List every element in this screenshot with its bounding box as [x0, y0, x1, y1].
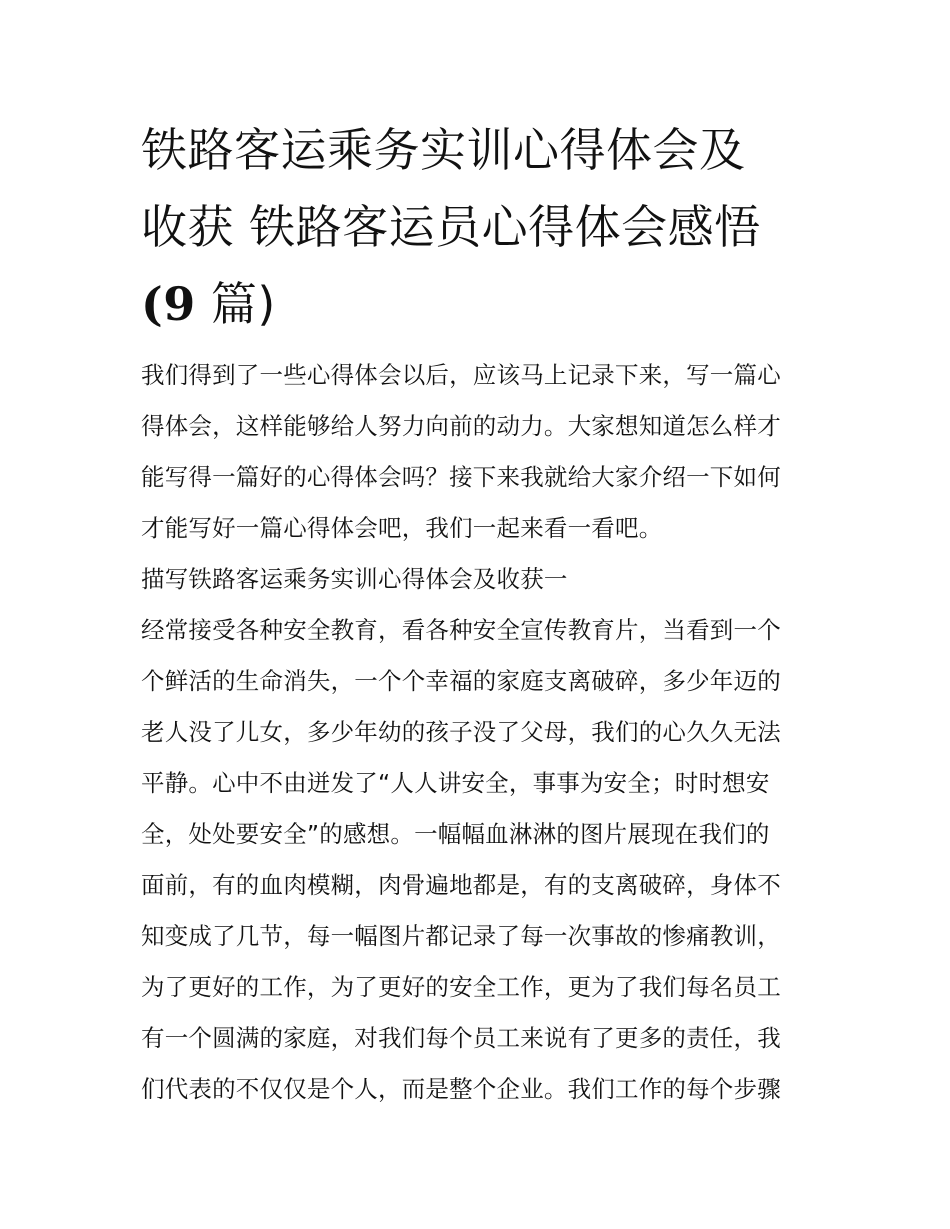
document-content [141, 112, 813, 1115]
section-line: 平静。心中不由迸发了“人人讲安全，事事为安全；时时想安 [141, 769, 770, 797]
title-line-1: 铁路客运乘务实训心得体会及 [141, 123, 746, 177]
intro-line: 得体会，这样能够给人努力向前的动力。大家想知道怎么样才 [141, 412, 781, 440]
section-line: 老人没了儿女，多少年幼的孩子没了父母，我们的心久久无法 [141, 718, 781, 746]
section-line: 经常接受各种安全教育，看各种安全宣传教育片，当看到一个 [141, 616, 781, 644]
section-heading: 描写铁路客运乘务实训心得体会及收获一 [141, 565, 568, 593]
section-line: 全，处处要安全”的感想。一幅幅血淋淋的图片展现在我们的 [141, 820, 770, 848]
document-body [141, 350, 813, 1115]
intro-line: 才能写好一篇心得体会吧，我们一起来看一看吧。 [141, 514, 663, 542]
intro-line: 能写得一篇好的心得体会吗？接下来我就给大家介绍一下如何 [141, 463, 781, 491]
title-count-number: (9 [141, 277, 196, 331]
document-title [141, 112, 813, 343]
section-line: 有一个圆满的家庭，对我们每个员工来说有了更多的责任，我 [141, 1024, 781, 1052]
title-count-suffix: 篇) [195, 277, 276, 331]
title-line-2: 收获 铁路客运员心得体会感悟 [141, 200, 761, 254]
section-line: 个鲜活的生命消失，一个个幸福的家庭支离破碎，多少年迈的 [141, 667, 781, 695]
intro-line: 我们得到了一些心得体会以后，应该马上记录下来，写一篇心 [141, 361, 781, 389]
section-line: 知变成了几节，每一幅图片都记录了每一次事故的惨痛教训， [141, 922, 781, 950]
title-line-3 [141, 266, 813, 343]
section-line: 为了更好的工作，为了更好的安全工作，更为了我们每名员工 [141, 973, 781, 1001]
section-line: 面前，有的血肉模糊，肉骨遍地都是，有的支离破碎，身体不 [141, 871, 781, 899]
section-line: 们代表的不仅仅是个人，而是整个企业。我们工作的每个步骤 [141, 1075, 781, 1103]
